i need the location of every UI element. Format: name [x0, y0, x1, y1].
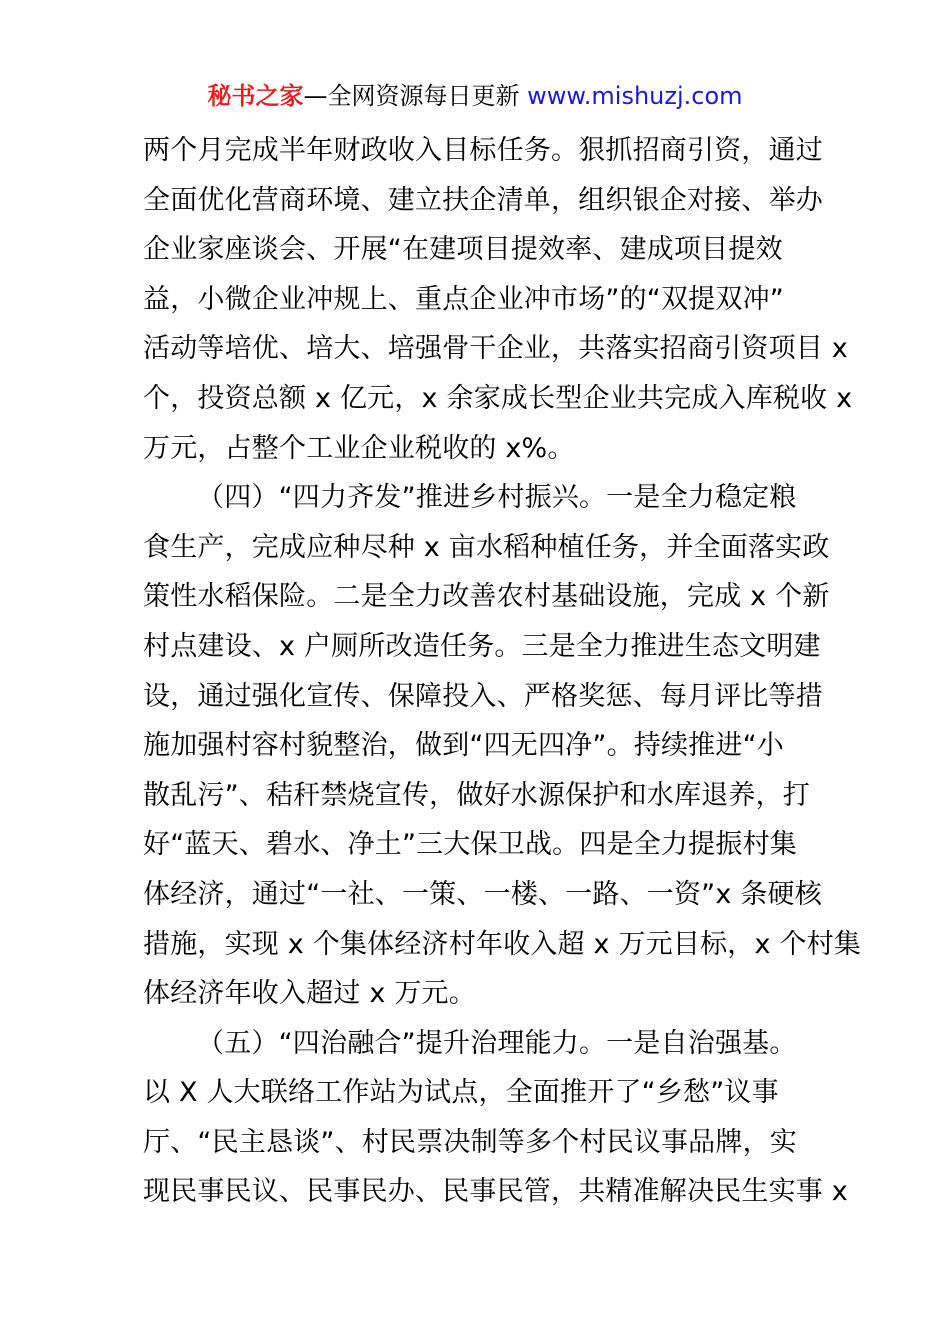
text-line: 以 X 人大联络工作站为试点，全面推开了“乡愁”议事	[143, 1077, 779, 1109]
text-line: 设，通过强化宣传、保障投入、严格奖惩、每月评比等措	[143, 680, 823, 712]
text-line: 企业家座谈会、开展“在建项目提效率、建成项目提效	[143, 234, 783, 266]
text-line: 措施，实现 x 个集体经济村年收入超 x 万元目标，x 个村集	[143, 928, 862, 960]
text-line: 个，投资总额 x 亿元，x 余家成长型企业共完成入库税收 x	[143, 382, 853, 414]
text-line: 好“蓝天、碧水、净土”三大保卫战。四是全力提振村集	[143, 829, 797, 861]
section-heading-line: （四）“四力齐发”推进乡村振兴。一是全力稳定粮	[197, 482, 797, 514]
text-line: 策性水稻保险。二是全力改善农村基础设施，完成 x 个新	[143, 581, 830, 613]
text-line: 益，小微企业冲规上、重点企业冲市场”的“双提双冲”	[143, 283, 784, 315]
document-body	[143, 126, 862, 1217]
text-line: 体经济，通过“一社、一策、一楼、一路、一资”x 条硬核	[143, 878, 822, 910]
site-tagline: —全网资源每日更新	[303, 82, 520, 110]
site-header	[0, 80, 950, 112]
text-line: 万元，占整个工业企业税收的 x%。	[143, 432, 575, 464]
text-line: 现民事民议、民事民办、民事民管，共精准解决民生实事 x	[143, 1176, 848, 1208]
section-heading-line: （五）“四治融合”提升治理能力。一是自治强基。	[197, 1027, 797, 1059]
text-line: 厅、“民主恳谈”、村民票决制等多个村民议事品牌，实	[143, 1126, 797, 1158]
text-line: 体经济年收入超过 x 万元。	[143, 978, 476, 1010]
text-line: 活动等培优、培大、培强骨干企业，共落实招商引资项目 x	[143, 333, 848, 365]
text-line: 散乱污”、秸秆禁烧宣传，做好水源保护和水库退养，打	[143, 779, 810, 811]
site-brand: 秘书之家	[207, 82, 304, 110]
text-line: 施加强村容村貌整治，做到“四无四净”。持续推进“小	[143, 730, 784, 762]
site-url-link[interactable]: www.mishuzj.com	[527, 82, 743, 110]
text-line: 食生产，完成应种尽种 x 亩水稻种植任务，并全面落实政	[143, 531, 830, 563]
text-line: 全面优化营商环境、建立扶企清单，组织银企对接、举办	[143, 184, 823, 216]
text-line: 两个月完成半年财政收入目标任务。狠抓招商引资，通过	[143, 135, 823, 166]
text-line: 村点建设、x 户厕所改造任务。三是全力推进生态文明建	[143, 630, 821, 662]
